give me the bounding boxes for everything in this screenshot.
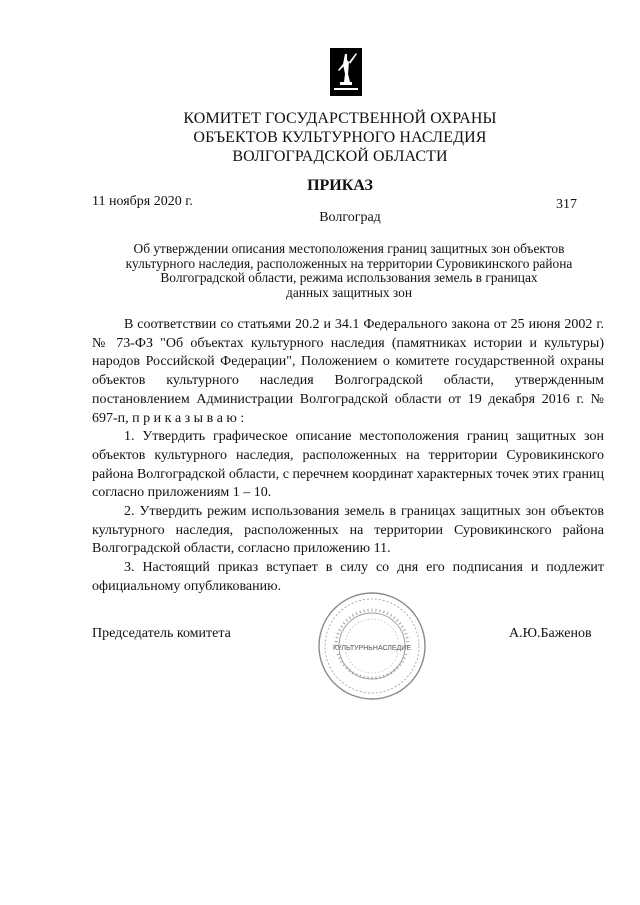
- body-paragraph-item-3: 3. Настоящий приказ вступает в силу со дня его подписания и подлежит официальному опубликованию.: [92, 560, 604, 594]
- document-body: [92, 316, 604, 597]
- agency-line: КОМИТЕТ ГОСУДАРСТВЕННОЙ ОХРАНЫ: [183, 110, 497, 127]
- document-number: 317: [556, 197, 577, 212]
- subject-line: культурного наследия, расположенных на территории Суровикинского района: [125, 255, 573, 271]
- signatory-title: Председатель комитета: [92, 626, 231, 641]
- official-round-stamp-icon: [316, 590, 428, 702]
- body-paragraph-item-1: 1. Утвердить графическое описание местоположения границ защитных зон объектов культурного наследия, расположенных на территории Суровикинского района Волгоградской области, с перечнем координат характерных точек этих границ согласно приложениям 1 – 10.: [92, 429, 604, 501]
- document-subject: [86, 242, 612, 300]
- body-paragraph-item-2: 2. Утвердить режим использования земель в границах защитных зон объектов культурного наследия, расположенных на территории Суровикинского района Волгоградской области, согласно приложению 11.: [92, 504, 604, 557]
- stamp-text: КУЛЬТУРНЬНАСЛЕДИЕ: [333, 645, 411, 652]
- signatory-name: А.Ю.Баженов: [509, 626, 592, 641]
- document-type: ПРИКАЗ: [307, 177, 373, 194]
- agency-line: ВОЛГОГРАДСКОЙ ОБЛАСТИ: [232, 148, 448, 165]
- subject-line: Об утверждении описания местоположения границ защитных зон объектов: [133, 241, 565, 256]
- document-city: Волгоград: [319, 210, 381, 225]
- subject-line: Волгоградской области, режима использования земель в границах: [160, 270, 538, 285]
- body-paragraph-preamble: В соответствии со статьями 20.2 и 34.1 Федерального закона от 25 июня 2002 г. № 73-ФЗ "Об объектах культурного наследия (памятниках истории и культуры) народов Российской Федерации", Положением о комитете государственной охраны объектов культурного наследия Волгоградской области, утвержденным постановлением Администрации Волгоградской области от 19 декабря 2016 г. № 697-п, п р и к а з ы в а ю :: [92, 317, 604, 426]
- agency-line: ОБЪЕКТОВ КУЛЬТУРНОГО НАСЛЕДИЯ: [193, 129, 487, 146]
- volgograd-coat-of-arms-icon: [330, 48, 362, 96]
- subject-line: данных защитных зон: [286, 284, 412, 300]
- document-date: 11 ноября 2020 г.: [92, 194, 193, 209]
- agency-name: [120, 109, 560, 166]
